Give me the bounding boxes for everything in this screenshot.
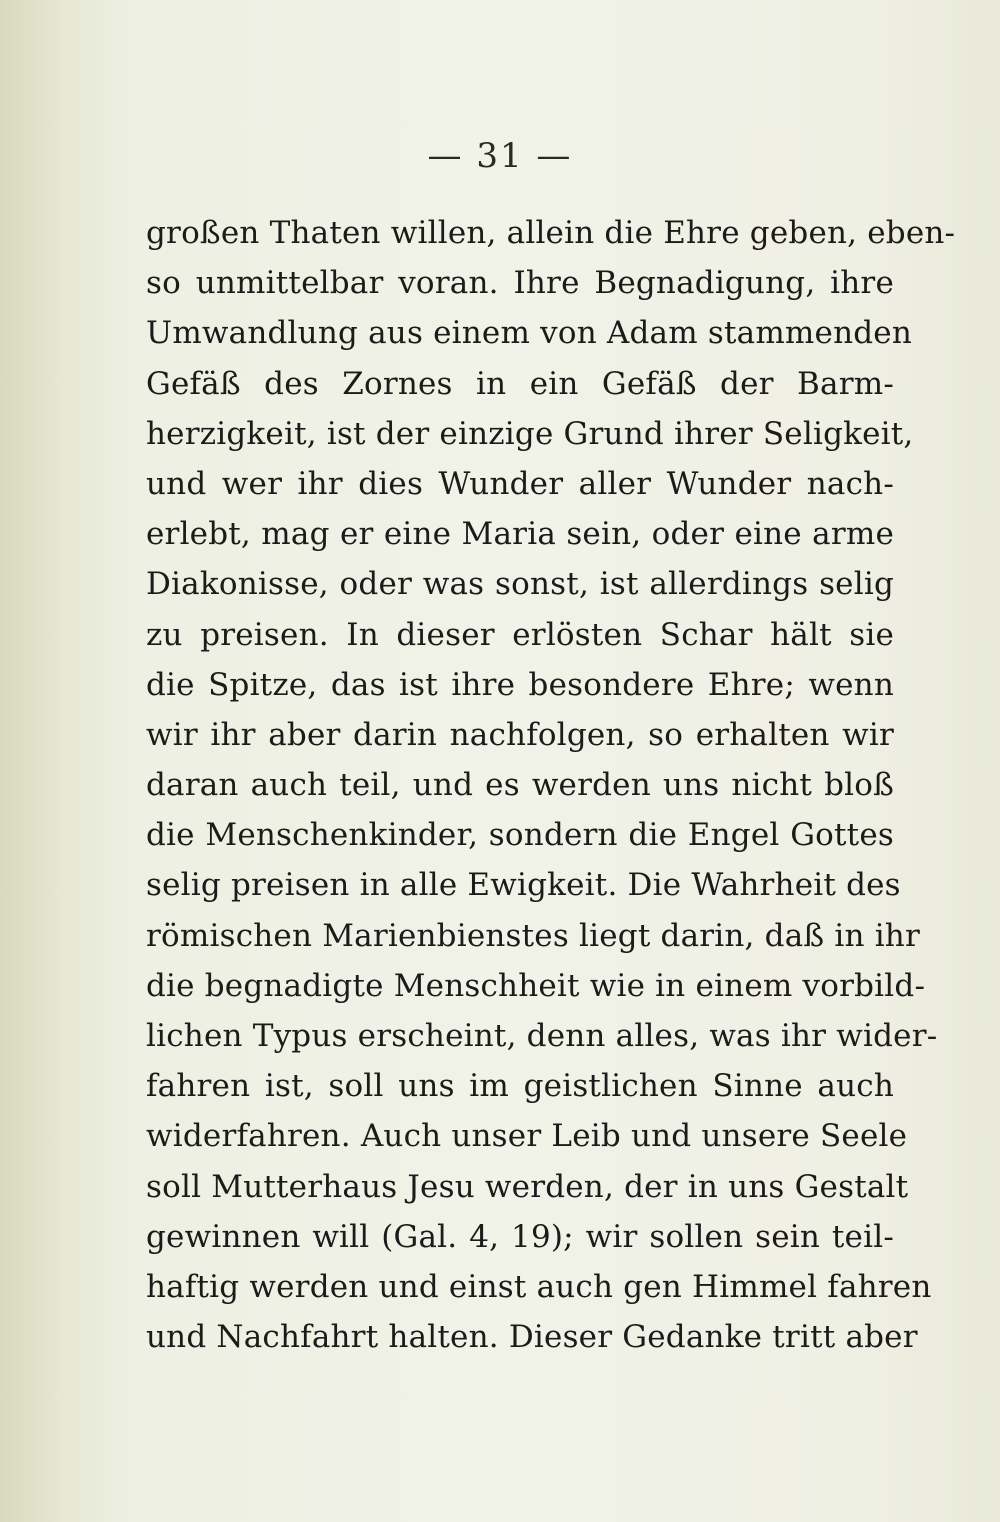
- text-line: daran auch teil, und es werden uns nicht bloß: [146, 767, 894, 804]
- text-line: erlebt, mag er eine Maria sein, oder eine arme: [146, 516, 894, 553]
- text-line: die Spitze, das ist ihre besondere Ehre; wenn: [146, 666, 894, 703]
- text-line: fahren ist, soll uns im geistlichen Sinne auch: [146, 1068, 894, 1105]
- text-line: zu preisen. In dieser erlösten Schar hält sie: [146, 616, 894, 653]
- text-line: und Nachfahrt halten. Dieser Gedanke tritt aber: [146, 1319, 918, 1356]
- text-line: und wer ihr dies Wunder aller Wunder nach-: [146, 465, 894, 502]
- text-line: haftig werden und einst auch gen Himmel fahren: [146, 1268, 932, 1305]
- text-line: herzigkeit, ist der einzige Grund ihrer Seligkeit,: [146, 415, 914, 452]
- text-line: so unmittelbar voran. Ihre Begnadigung, ihre: [146, 265, 894, 302]
- text-line: gewinnen will (Gal. 4, 19); wir sollen sein teil-: [146, 1218, 894, 1255]
- text-line: Diakonisse, oder was sonst, ist allerdings selig: [146, 566, 894, 603]
- text-line: die begnadigte Menschheit wie in einem vorbild-: [146, 967, 926, 1004]
- body-text: [146, 208, 956, 1362]
- text-line: soll Mutterhaus Jesu werden, der in uns Gestalt: [146, 1168, 909, 1205]
- text-line: Gefäß des Zornes in ein Gefäß der Barm-: [146, 365, 894, 402]
- text-line: lichen Typus erscheint, denn alles, was ihr wider-: [146, 1018, 938, 1054]
- text-line: selig preisen in alle Ewigkeit. Die Wahrheit des: [146, 867, 901, 904]
- text-line: wir ihr aber darin nachfolgen, so erhalten wir: [146, 716, 894, 753]
- text-line: großen Thaten willen, allein die Ehre geben, eben-: [146, 215, 956, 251]
- text-line: römischen Marienbienstes liegt darin, daß in ihr: [146, 917, 920, 954]
- page-number: — 31 —: [427, 136, 573, 176]
- text-line: Umwandlung aus einem von Adam stammenden: [146, 315, 912, 352]
- text-line: widerfahren. Auch unser Leib und unsere Seele: [146, 1118, 908, 1155]
- text-line: die Menschenkinder, sondern die Engel Gottes: [146, 817, 894, 854]
